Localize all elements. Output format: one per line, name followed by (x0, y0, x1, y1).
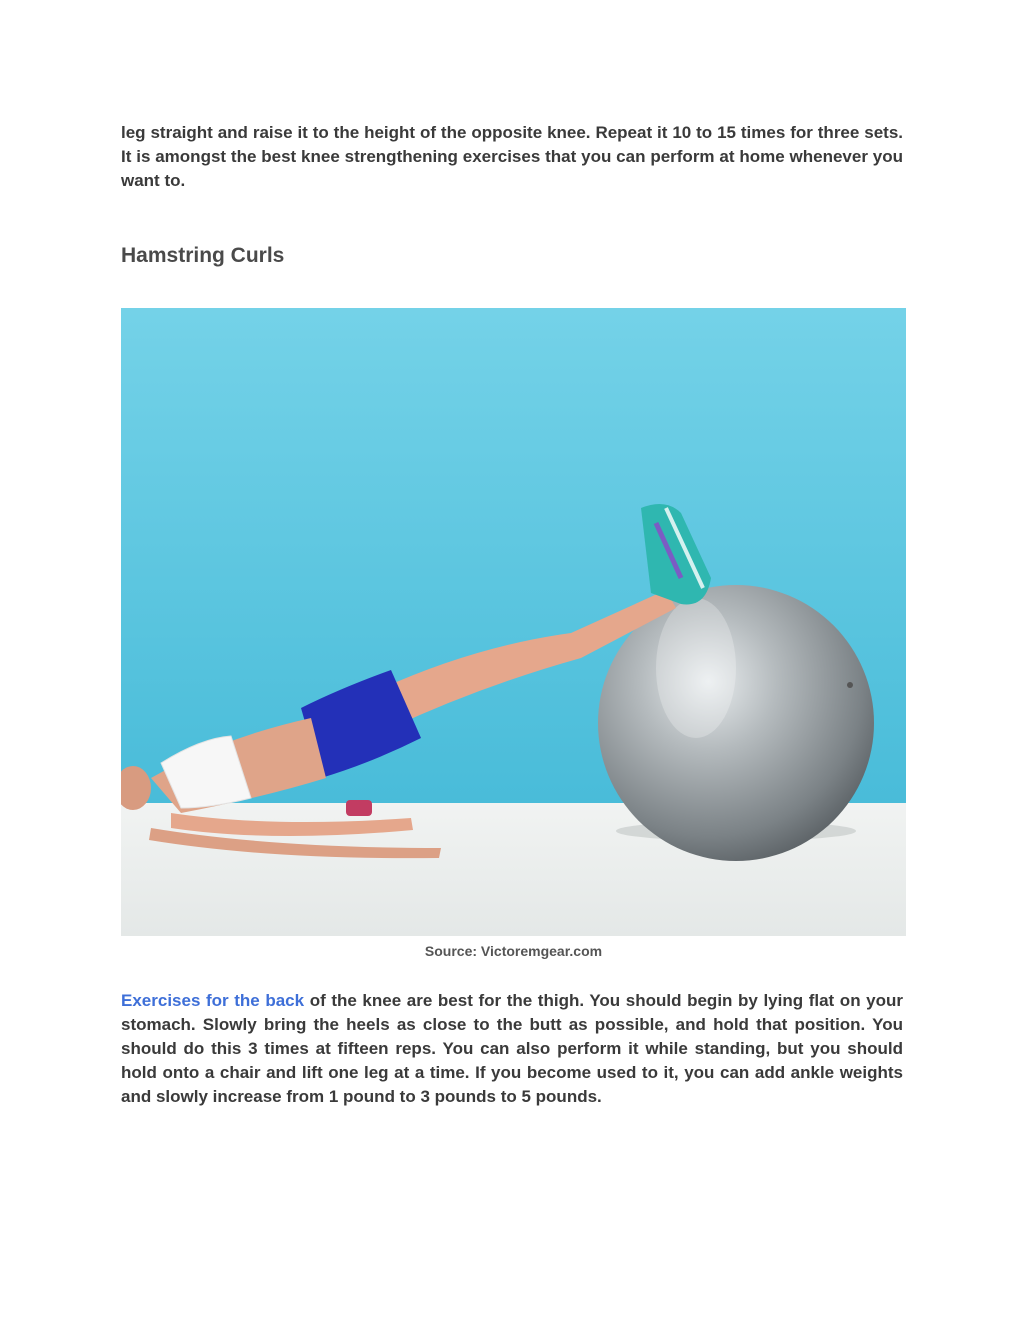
wristband (346, 800, 372, 816)
intro-paragraph: leg straight and raise it to the height of the opposite knee. Repeat it 10 to 15 times for three sets. It is amongst the best knee strengthening exercises that you can perform at home whenever you want to. (121, 123, 903, 190)
hamstring-curl-illustration (121, 308, 906, 936)
exercises-back-link[interactable]: Exercises for the back (121, 991, 305, 1010)
figure-caption: Source: Victoremgear.com (424, 943, 603, 959)
exercise-photo (121, 308, 906, 936)
section-heading: Hamstring Curls (121, 244, 285, 267)
body-paragraph-text: of the knee are best for the thigh. You should begin by lying flat on your stomach. Slowly bring the heels as close to the butt as possible, and hold that position. You should do this 3 times at fifteen reps. You can also perform it while standing, but you should hold onto a chair and lift one leg at a time. If you become used to it, you can add ankle weights and slowly increase from 1 pound to 3 pounds to 5 pounds. (121, 991, 904, 1106)
body-paragraph (121, 989, 903, 1109)
